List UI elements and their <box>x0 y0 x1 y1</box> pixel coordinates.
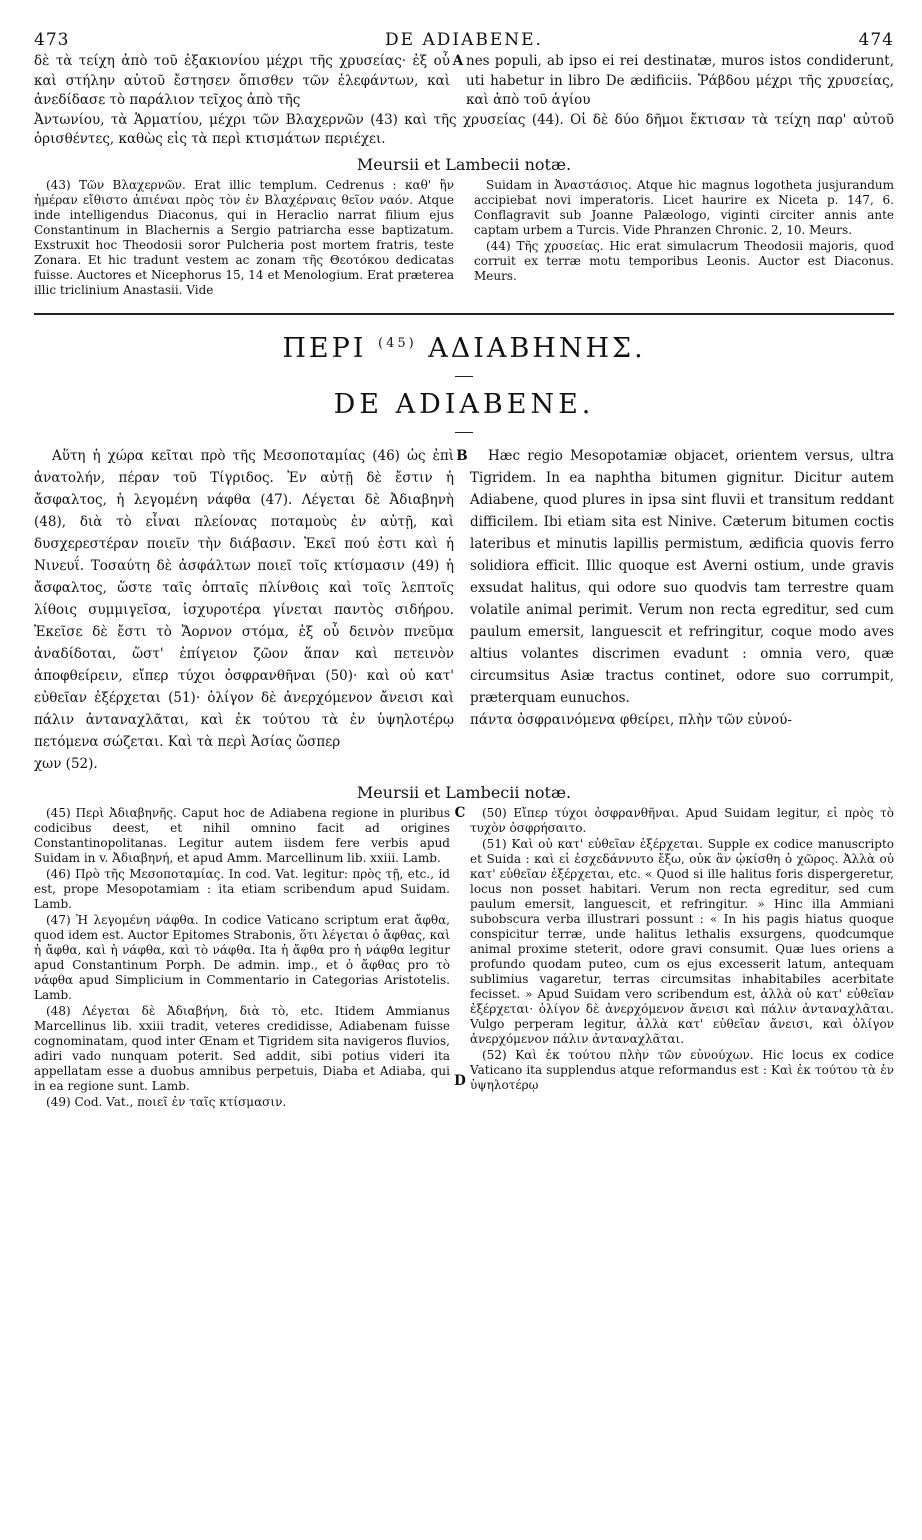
main-greek-col <box>34 445 454 775</box>
main-text <box>34 445 894 775</box>
margin-marker-c: C <box>454 804 466 821</box>
greek-title <box>34 333 894 364</box>
notes-title-2: Meursii et Lambecii notæ. <box>356 782 572 802</box>
margin-marker-a: A <box>452 53 464 69</box>
greek-title-note: (45) <box>378 335 417 351</box>
notes-block-1 <box>34 178 894 299</box>
running-title: DE ADIABENE. <box>385 30 543 50</box>
notes2-left <box>34 806 450 1111</box>
note-45: (45) Περὶ Ἀδιαβηνῆς. Caput hoc de Adiabena regione in pluribus codicibus deest, et nihil omnino facit ad origines Constantinopolitanas. Legitur autem iisdem fere verbis apud Suidam in v. Ἀδιαβηνή, et apud Amm. Marcellinum lib. xxiii. Lamb. <box>34 805 450 865</box>
page-number-right: 474 <box>858 30 894 50</box>
margin-marker-b: B <box>456 447 468 464</box>
notes2-right <box>470 806 894 1094</box>
top-latin-greek: Ῥάβδου μέχρι τῆς χρυσείας, καὶ ἀπὸ τοῦ ἁγίου <box>466 72 894 108</box>
note-47: (47) Ἡ λεγομένη νάφθα. In codice Vaticano scriptum erat ἄφθα, quod idem est. Auctor Epitomes Strabonis, ὅτι λέγεται ὁ ἄφθας, καὶ ἡ ἄφθα, καὶ ἡ νάφθα, καὶ τὸ νάφθα. Ita ἡ ἄφθα pro ἡ νάφθα legitur apud Constantinum Porph. De admin. imp., et ὁ ἄφθας pro τὸ νάφθα apud Simplicium in Commentario in Categorias Aristotelis. Lamb. <box>34 912 450 1002</box>
margin-marker-d: D <box>454 1072 466 1089</box>
top-full-line: Ἀντωνίου, τὰ Ἁρματίου, μέχρι τῶν Βλαχερνῶν (43) καὶ τῆς χρυσείας (44). Οἱ δὲ δύο δῆμοι ἔκτισαν τὰ τείχη παρ' αὐτοῦ ὁρισθέντες, καθὼς εἰς τὰ περὶ κτισμάτων περιέχει. <box>34 111 894 147</box>
main-greek: Αὕτη ἡ χώρα κεῖται πρὸ τῆς Μεσοποταμίας (46) ὡς ἐπὶ ἀνατολήν, πέραν τοῦ Τίγριδος. Ἐν αὐτῇ δὲ ἔστιν ἡ ἄσφαλτος, ἡ λεγομένη νάφθα (47). Λέγεται δὲ Ἀδιαβηνὴ (48), διὰ τὸ εἶναι πλείονας ποταμοὺς ἐν αὐτῇ, καὶ δυσχερεστέραν ποιεῖν τὴν διάβασιν. Ἐκεῖ πού ἐστι καὶ ἡ Νινευΐ. Τοσαύτη δὲ ἀσφάλτων ποιεῖ τοῖς κτίσμασιν (49) ἡ ἄσφαλτος, ὥστε ταῖς ὀπταῖς πλίνθοις καὶ τοῖς λεπτοῖς λίθοις συμμιγεῖσα, ἰσχυροτέρα γίνεται παντὸς σιδήρου. Ἐκεῖσε δὲ ἔστι τὸ Ἄορνον στόμα, ἐξ οὗ δεινὸν πνεῦμα ἀναδίδοται, ὥστ' ἐπίγειον ζῶον ἅπαν καὶ πετεινὸν ἀποφθείρειν, εἴπερ τύχοι ὀσφρανθῆναι (50)· καὶ οὐ κατ' εὐθεῖαν ἐξέρχεται (51)· ὀλίγον δὲ ἀνερχόμενον ἄνεισι καὶ πάλιν ἀνταναχλᾶται, καὶ ἐκ τούτου τὰ ἐν ὑψηλοτέρῳ πετόμενα σώζεται. Καὶ τὰ περὶ Ἀσίας ὥσπερ <box>34 447 454 750</box>
main-latin-greek-end: πάντα ὀσφραινόμενα φθείρει, πλὴν τῶν εὐνού- <box>470 711 792 728</box>
running-header <box>34 30 894 52</box>
note-43: (43) Τῶν Βλαχερνῶν. Erat illic templum. Cedrenus : καθ' ἣν ἡμέραν εἴθιστο ἀπιέναι πρὸς τὸν ἐν Βλαχέρναις θεῖον ναόν. Atque inde intelligendus Diaconus, qui in Heraclio narrat filium ejus Constantinum in Blachernis a Sergio patriarcha esse baptizatum. Exstruxit hoc Theodosii soror Pulcheria post mortem fratris, teste Zonara. Et hic tradunt vestem ac zonam τῆς Θεοτόκου dedicatas fuisse. Auctores et Nicephorus 15, 14 et Menologium. Erat præterea illic triclinium Anastasii. Vide <box>34 177 454 297</box>
note-50: (50) Εἴπερ τύχοι ὀσφρανθῆναι. Apud Suidam legitur, εἰ πρὸς τὸ τυχὸν ὀσφρήσαιτο. <box>470 805 894 835</box>
note-48: (48) Λέγεται δὲ Ἀδιαβήνη, διὰ τὸ, etc. Itidem Ammianus Marcellinus lib. xxiii tradit, veteres credidisse, Adiabenam fuisse cognominatam, quod inter Œnam et Tigridem sita navigeros fluvios, adiri vado nunquam poterit. Sed addit, sibi potius videri ita appellatam esse a duobus amnibus perpetuis, Diaba et Adiaba, qui in ea regione sunt. Lamb. <box>34 1003 450 1093</box>
main-greek-end: χων (52). <box>34 755 98 772</box>
note-43-cont: Suidam in Ἀναστάσιος. Atque hic magnus logotheta jusjurandum accipiebat novi imperatoris. Licet haurire ex Niceta p. 147, 6. Conflagravit sub Joanne Palæologo, viginti circiter annis ante captam urbem a Turcis. Vide Phranzen Chronic. 2, 10. Meurs. <box>474 177 894 237</box>
notes1-right <box>474 178 894 285</box>
page-number-left: 473 <box>34 30 70 50</box>
greek-title-pre: ΠΕΡΙ <box>282 332 367 364</box>
main-latin: Hæc regio Mesopotamiæ objacet, orientem versus, ultra Tigridem. In ea naphtha bitumen gignitur. Dicitur autem Adiabene, quod plures in ipsa sint fluvii et transitum reddant difficilem. Ibi etiam sita est Ninive. Cæterum bitumen coctis lateribus et minutis lapillis permistum, ædificia quovis ferro solidiora efficit. Illic quoque est Averni ostium, unde gravis exsudat halitus, qui odore suo quodvis tam terrestre quam volatile animal perimit. Verum non recta egreditur, sed cum paulum emersit, languescit et refringitur, coque modo aves altius volantes discrimen evadunt : omnia vero, quæ circumsitus Asiæ tractus continet, odore suo corrumpit, præterquam eunuchos. <box>470 447 894 706</box>
page <box>34 30 894 1111</box>
main-latin-col <box>470 445 894 731</box>
notes1-left <box>34 178 454 299</box>
notes2-margin <box>450 806 470 1111</box>
note-51: (51) Καὶ οὐ κατ' εὐθεῖαν ἐξέρχεται. Supple ex codice manuscripto et Suida : καὶ εἰ ἐσχεδάννυτο ἔξω, οὐκ ἂν ᾠκίσθη ὁ χῶρος. Ἀλλὰ οὐ κατ' εὐθεῖαν ἐξέρχεται, etc. « Quod si ille halitus foris dispergeretur, locus non posset habitari. Verum non recta egreditur, sed cum paulum emersit, languescit, et refringitur. » Hinc illa Ammiani subobscura verba illustrari possunt : « In his pagis hiatus quoque conspicitur terræ, unde halitus lethalis exsurgens, quodcumque animal proxime steterit, odore gravi consumit. Quæ lues oriens a profundo quodam puteo, cum os ejus excesserit latum, antequam sublimius vagaretur, terras circumsitas inhabitabiles acerbitate fecisset. » Apud Suidam vero scribendum est, ἀλλὰ οὐ κατ' εὐθεῖαν ἐξέρχεται· ὀλίγον δὲ ἀνερχόμενον ἄνεισι καὶ πάλιν ἀνταναχλᾶται. Vulgo perperam legitur, ἀλλὰ κατ' εὐθεῖαν ἄνεισι, καὶ ὀλίγον ἀνερχόμενον πάλιν ἀνταναχλᾶται. <box>470 836 894 1046</box>
top-continuation <box>34 52 894 150</box>
top-latin: nes populi, ab ipso ei rei destinatæ, muros istos condiderunt, uti habetur in libro De ædificiis. <box>466 53 894 89</box>
notes-title-1: Meursii et Lambecii notæ. <box>356 154 572 174</box>
top-latin-block <box>466 52 894 111</box>
greek-title-post: ΑΔΙΑΒΗΝΗΣ. <box>428 332 646 364</box>
note-46: (46) Πρὸ τῆς Μεσοποταμίας. In cod. Vat. legitur: πρὸς τῇ, etc., id est, prope Mesopotamiam : ita etiam scribendum apud Suidam. Lamb. <box>34 866 450 911</box>
latin-title: DE ADIABENE. <box>333 388 595 420</box>
note-52: (52) Καὶ ἐκ τούτου πλὴν τῶν εὐνούχων. Hic locus ex codice Vaticano ita supplendus atque reformandus est : Καὶ ἐκ τούτου τὰ ἐν ὑψηλοτέρῳ <box>470 1047 894 1092</box>
title-dash-1 <box>455 376 473 377</box>
note-49: (49) Cod. Vat., ποιεῖ ἐν ταῖς κτίσμασιν. <box>46 1094 287 1109</box>
section-rule <box>34 313 894 315</box>
title-dash-2 <box>455 432 473 433</box>
notes-block-2 <box>34 806 894 1111</box>
top-greek: δὲ τὰ τείχη ἀπὸ τοῦ ἐξακιονίου μέχρι τῆς χρυσείας· ἐξ οὗ καὶ στήλην αὐτοῦ ἔστησεν ὄπισθεν τῶν ἐλεφάντων, καὶ ἀνεδίδασε τὸ παράλιον τεῖχος ἀπὸ τῆς <box>34 53 450 108</box>
note-44: (44) Τῆς χρυσείας. Hic erat simulacrum Theodosii majoris, quod corruit ex terræ motu temporibus Leonis. Auctor est Diaconus. Meurs. <box>474 238 894 283</box>
